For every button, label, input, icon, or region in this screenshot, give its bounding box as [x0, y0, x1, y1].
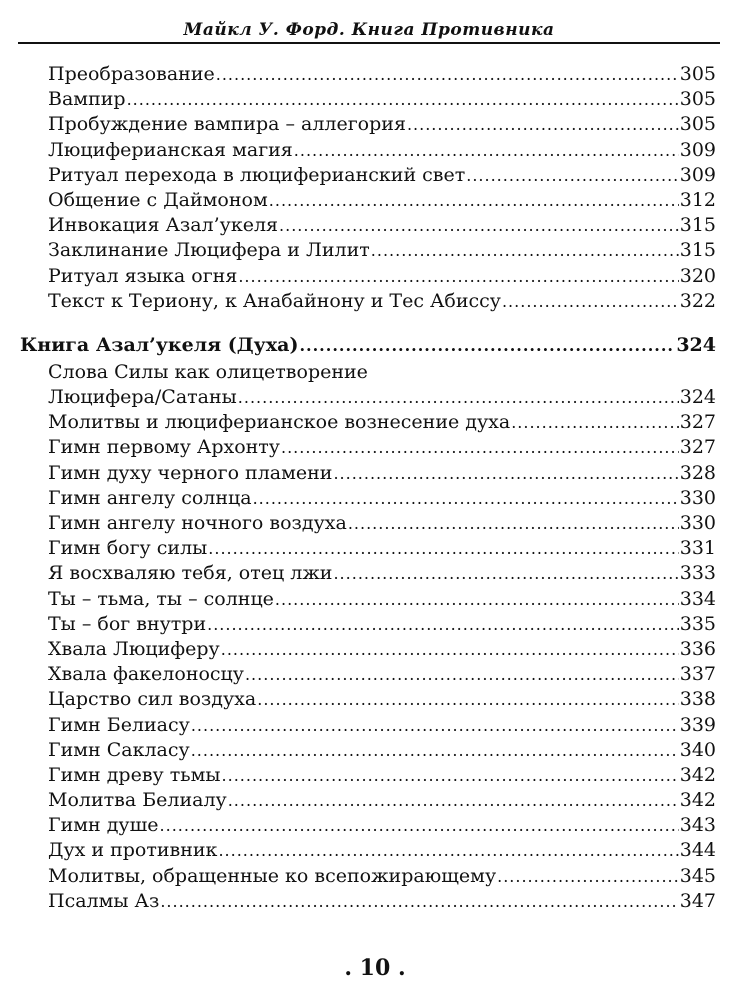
dot-leader: [160, 889, 678, 914]
toc-entry-page: 331: [679, 537, 716, 560]
toc-entry-title: Общение с Даймоном: [48, 188, 268, 211]
toc-entry-page: 347: [679, 889, 716, 912]
toc-entry: [20, 788, 716, 813]
dot-leader: [466, 163, 678, 188]
toc-entry: [20, 713, 716, 738]
toc-entry-title: Заклинание Люцифера и Лилит: [48, 239, 370, 262]
toc-entry-page: 305: [679, 113, 716, 136]
toc-entry-title: Люциферианская магия: [48, 138, 293, 161]
dot-leader: [216, 62, 679, 87]
dot-leader: [238, 264, 678, 289]
toc-entry-title: Хвала факелоносцу: [48, 663, 244, 686]
dot-leader: [275, 587, 679, 612]
dot-leader: [281, 435, 679, 460]
toc-entry-title: Молитва Белиалу: [48, 789, 227, 812]
toc-entry-page: 334: [679, 587, 716, 610]
toc-entry-page: 337: [679, 663, 716, 686]
toc-entry: [20, 738, 716, 763]
toc-entry: [20, 410, 716, 435]
toc-section-entry: [20, 330, 716, 360]
toc-entry-title: Вампир: [48, 88, 126, 111]
toc-entry-page: 322: [679, 289, 716, 312]
dot-leader: [222, 763, 679, 788]
toc-entry-title: Гимн Сакласу: [48, 738, 190, 761]
dot-leader: [218, 838, 678, 863]
toc-entry-page: 333: [679, 562, 716, 585]
toc-entry-page: 305: [679, 63, 716, 85]
toc-entry-title: Гимн богу силы: [48, 537, 208, 560]
toc-entry: [20, 813, 716, 838]
dot-leader: [371, 238, 679, 263]
toc-entry: [20, 587, 716, 612]
toc-entry-title: Я восхваляю тебя, отец лжи: [48, 562, 333, 585]
toc-entry-title: Ритуал языка огня: [48, 264, 238, 287]
toc-entry: [20, 62, 716, 87]
toc-entry-page: 315: [679, 214, 716, 237]
dot-leader: [348, 511, 679, 536]
toc-entry-page: 327: [679, 436, 716, 459]
toc-entry: [20, 561, 716, 586]
toc-entry: [20, 889, 716, 914]
header-rule: [18, 42, 720, 44]
toc-entry-title: Гимн первому Архонту: [48, 436, 280, 459]
dot-leader: [279, 213, 679, 238]
toc-entry-page: 330: [679, 486, 716, 509]
toc-entry-title: Гимн Белиасу: [48, 713, 190, 736]
toc-entry: [20, 838, 716, 863]
toc-entry: [20, 662, 716, 687]
toc-entry: [20, 687, 716, 712]
toc-entry-title: Гимн ангелу солнца: [48, 486, 252, 509]
dot-leader: [221, 637, 679, 662]
toc-entry-page: 327: [679, 411, 716, 434]
dot-leader: [333, 461, 678, 486]
toc-entry-page: 324: [679, 386, 716, 409]
page-number: . 10 .: [344, 955, 406, 981]
toc-entry-title: Пробуждение вампира – аллегория: [48, 113, 406, 136]
toc-entry-title: Инвокация Азал’укеля: [48, 214, 279, 237]
running-header: [18, 18, 720, 46]
toc-entry: [20, 637, 716, 662]
toc-entry-page: 312: [679, 188, 716, 211]
toc-entry-title: Люцифера/Сатаны: [48, 386, 237, 409]
dot-leader: [207, 612, 679, 637]
toc-entry: [20, 188, 716, 213]
toc-entry: [20, 360, 716, 385]
toc-entry: [20, 385, 716, 410]
toc-entry-title: Царство сил воздуха: [48, 688, 257, 711]
toc-entry-page: 345: [679, 864, 716, 887]
dot-leader: [245, 662, 679, 687]
header-title: [18, 20, 720, 40]
toc-entry-title: Гимн ангелу ночного воздуха: [48, 512, 347, 534]
toc-entry-title: Дух и противник: [48, 839, 218, 862]
toc-entry: [20, 238, 716, 263]
toc-entry: [20, 435, 716, 460]
toc-entry-page: 320: [679, 264, 716, 287]
dot-leader: [299, 331, 675, 361]
toc-entry-title: Текст к Териону, к Анабайнону и Тес Абиссу: [48, 289, 501, 312]
dot-leader: [253, 486, 679, 511]
toc-entry-page: 328: [679, 461, 716, 484]
dot-leader: [294, 138, 679, 163]
toc-entry-page: 342: [679, 763, 716, 786]
toc-entry: [20, 213, 716, 238]
dot-leader: [228, 788, 679, 813]
toc-entry-title: Хвала Люциферу: [48, 637, 220, 660]
toc-entry: [20, 163, 716, 188]
toc-entry: [20, 289, 716, 314]
toc-entry-title: Ты – бог внутри: [48, 612, 207, 635]
dot-leader: [502, 289, 679, 314]
toc-entry-page: 335: [679, 612, 716, 635]
table-of-contents: [20, 62, 716, 914]
toc-entry-title: Псалмы Аз: [48, 889, 160, 912]
toc-entry-page: 315: [679, 239, 716, 262]
toc-entry-page: 305: [679, 88, 716, 111]
toc-entry: [20, 864, 716, 889]
toc-entry-title: Гимн душе: [48, 814, 159, 837]
toc-entry-page: 338: [679, 688, 716, 711]
toc-entry-title: Молитвы, обращенные ко всепожирающему: [48, 864, 497, 887]
dot-leader: [407, 112, 679, 137]
toc-entry-page: 336: [679, 637, 716, 660]
toc-entry-title: Молитвы и люциферианское вознесение духа: [48, 411, 511, 434]
toc-entry-title: Преобразование: [48, 63, 215, 85]
toc-entry: [20, 763, 716, 788]
toc-entry-title: Ты – тьма, ты – солнце: [48, 587, 274, 610]
dot-leader: [269, 188, 679, 213]
header-title-text: Майкл У. Форд. Книга Противника: [178, 20, 561, 40]
toc-entry-page: 309: [679, 138, 716, 161]
dot-leader: [238, 385, 679, 410]
dot-leader: [511, 410, 679, 435]
toc-entry-title: Ритуал перехода в люциферианский свет: [48, 163, 466, 186]
toc-entry: [20, 264, 716, 289]
dot-leader: [497, 864, 679, 889]
toc-entry-page: 324: [676, 333, 716, 356]
toc-entry-page: 344: [679, 839, 716, 862]
toc-entry: [20, 612, 716, 637]
dot-leader: [160, 813, 679, 838]
toc-entry-page: 342: [679, 789, 716, 812]
toc-entry-page: 340: [679, 738, 716, 761]
dot-leader: [191, 713, 679, 738]
toc-entry-page: 330: [679, 512, 716, 534]
dot-leader: [191, 738, 679, 763]
dot-leader: [257, 687, 679, 712]
toc-entry: [20, 486, 716, 511]
dot-leader: [127, 87, 679, 112]
toc-entry: [20, 112, 716, 137]
toc-entry-page: 343: [679, 814, 716, 837]
toc-entry-title: Слова Силы как олицетворение: [48, 360, 368, 383]
toc-entry-page: 339: [679, 713, 716, 736]
dot-leader: [208, 536, 678, 561]
toc-entry: [20, 511, 716, 536]
toc-entry-title: Гимн древу тьмы: [48, 763, 221, 786]
dot-leader: [333, 561, 678, 586]
toc-entry-page: 309: [679, 163, 716, 186]
toc-entry: [20, 138, 716, 163]
toc-entry-title: Книга Азал’укеля (Духа): [20, 333, 299, 356]
toc-entry: [20, 536, 716, 561]
toc-entry-title: Гимн духу черного пламени: [48, 461, 333, 484]
toc-entry: [20, 87, 716, 112]
toc-entry: [20, 461, 716, 486]
